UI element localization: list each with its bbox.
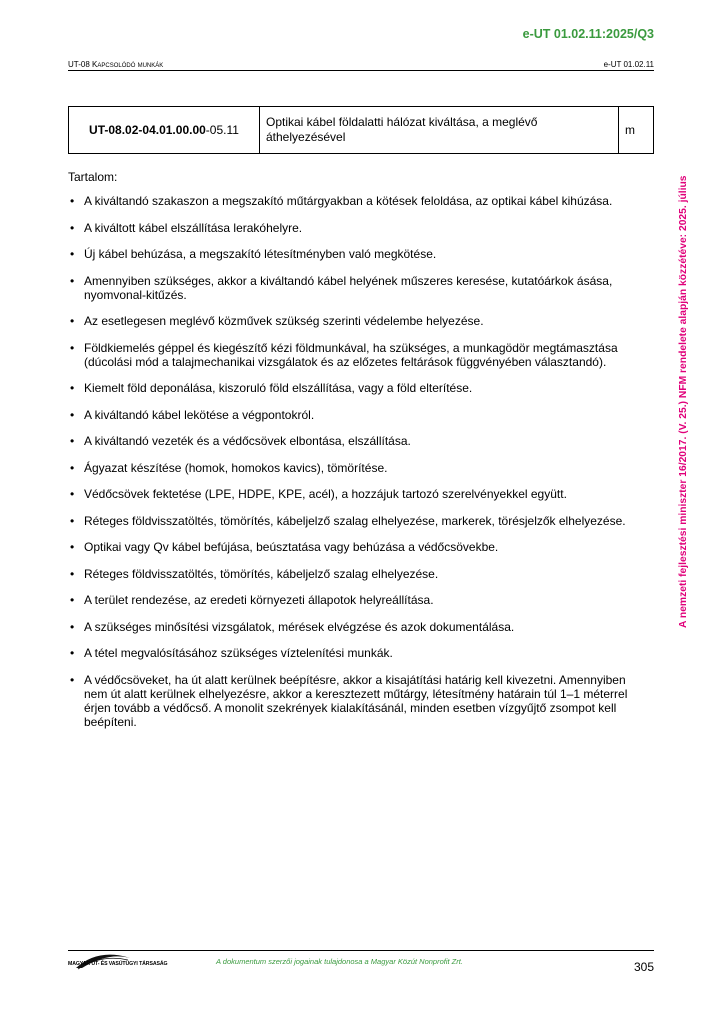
list-item-text: Földkiemelés géppel és kiegészítő kézi földmunkával, ha szükséges, a munkagödör megtámasztása (dúcolási mód a talajmechanikai vizsgálatok és az előzetes feltárások függvényében választandó). [84, 340, 618, 369]
bullet-icon: • [70, 566, 75, 581]
item-unit: m [619, 107, 654, 154]
list-item-text: A kiváltandó vezeték és a védőcsövek elbontása, elszállítása. [84, 434, 411, 448]
item-code: UT-08.02-04.01.00.00 [89, 123, 206, 137]
bullet-icon: • [70, 407, 75, 422]
bullet-icon: • [70, 220, 75, 235]
list-item-text: Védőcsövek fektetése (LPE, HDPE, KPE, acél), a hozzájuk tartozó szerelvényekkel együtt. [84, 487, 567, 501]
header-divider [68, 70, 654, 71]
bullet-icon: • [70, 619, 75, 634]
page-number: 305 [633, 960, 654, 974]
list-item [68, 514, 648, 528]
bullet-icon: • [70, 247, 75, 261]
list-item [68, 434, 648, 448]
list-item-text: Kiemelt föld deponálása, kiszoruló föld elszállítása, vagy a föld elterítése. [84, 381, 473, 395]
list-item [68, 194, 648, 208]
list-item-text: A kiváltandó kábel lekötése a végpontokról. [84, 407, 315, 422]
bullet-icon: • [70, 434, 75, 448]
bullet-icon: • [70, 593, 75, 607]
list-item-text: A tétel megvalósításához szükséges víztelenítési munkák. [84, 646, 393, 660]
bullet-icon: • [70, 314, 75, 328]
list-item-text: A kiváltott kábel elszállítása lerakóhelyre. [84, 220, 303, 235]
list-item [68, 341, 648, 369]
running-header-right: e-UT 01.02.11 [603, 60, 654, 69]
list-item-text: Amennyiben szükséges, akkor a kiváltandó kábel helyének műszeres keresése, kutatóárkok ásása, nyomvonal-kitűzés. [84, 273, 613, 302]
list-item [68, 620, 648, 634]
logo-text: MAGYAR ÚT- ÉS VASÚTÜGYI TÁRSASÁG [68, 961, 168, 967]
list-item-text: A védőcsöveket, ha út alatt kerülnek beépítésre, akkor a kisajátítási határig kell kivezetni. Amennyiben nem út alatt kerülnek elhelyezésre, akkor a keresztezett műtárgy, létesítmény határain túl 1–1 méterrel érjen tovább a védőcső. A monolit szekrények kialakításánál, minden esetben vízgyűjtő zsompot kell beépíteni. [84, 672, 628, 729]
list-item [68, 540, 648, 554]
bullet-icon: • [70, 460, 75, 475]
content-list [68, 194, 648, 729]
list-item [68, 314, 648, 328]
list-item [68, 567, 648, 581]
list-item-text: Az esetlegesen meglévő közművek szükség szerinti védelembe helyezése. [84, 314, 484, 328]
list-item [68, 247, 648, 261]
document-code: e-UT 01.02.11:2025/Q3 [522, 27, 654, 41]
header-prefix: UT-08 [68, 60, 93, 69]
item-description: Optikai kábel földalatti hálózat kiváltása, a meglévő áthelyezésével [260, 107, 619, 154]
running-header-left [68, 60, 163, 69]
bullet-icon: • [70, 646, 75, 660]
bullet-icon: • [70, 672, 75, 687]
list-item [68, 408, 648, 422]
bullet-icon: • [70, 487, 75, 501]
copyright-note: A dokumentum szerzői jogainak tulajdonosa a Magyar Közút Nonprofit Zrt. [216, 957, 463, 966]
item-code-suffix: -05.11 [205, 123, 239, 137]
list-item-text: Réteges földvisszatöltés, tömörítés, kábeljelző szalag elhelyezése. [84, 566, 439, 581]
list-item-text: A szükséges minősítési vizsgálatok, mérések elvégzése és azok dokumentálása. [84, 619, 515, 634]
item-table [68, 106, 654, 154]
list-item [68, 646, 648, 660]
bullet-icon: • [70, 273, 75, 288]
list-item [68, 274, 648, 302]
list-item-text: Új kábel behúzása, a megszakító létesítményben való megkötése. [84, 247, 437, 261]
header-section-title: Kapcsolódó munkák [92, 60, 164, 69]
list-item [68, 221, 648, 235]
list-item [68, 487, 648, 501]
bullet-icon: • [70, 194, 75, 208]
list-item-text: Réteges földvisszatöltés, tömörítés, kábeljelző szalag elhelyezése, markerek, törésjelzők elhelyezése. [84, 513, 626, 528]
side-note-text: A nemzeti fejlesztési miniszter 16/2017. (V. 25.) NFM rendelete alapján közzétéve: 2025. július [678, 175, 689, 628]
list-item [68, 461, 648, 475]
side-publication-note [676, 98, 692, 628]
item-code-cell [69, 107, 260, 154]
list-item-text: A terület rendezése, az eredeti környezeti állapotok helyreállítása. [84, 593, 434, 607]
bullet-icon: • [70, 540, 75, 554]
list-item [68, 593, 648, 607]
content-title: Tartalom: [68, 170, 118, 184]
list-item [68, 381, 648, 395]
content-section [68, 170, 648, 741]
list-item-text: Optikai vagy Qv kábel befújása, beúsztatása vagy behúzása a védőcsövekbe. [84, 540, 499, 554]
list-item-text: A kiváltandó szakaszon a megszakító műtárgyakban a kötések feloldása, az optikai kábel kihúzása. [84, 194, 613, 208]
list-item-text: Ágyazat készítése (homok, homokos kavics), tömörítése. [84, 460, 388, 475]
bullet-icon: • [70, 513, 75, 528]
footer-divider [68, 950, 654, 951]
list-item [68, 673, 648, 729]
bullet-icon: • [70, 381, 75, 395]
item-row [69, 107, 654, 154]
bullet-icon: • [70, 340, 75, 355]
